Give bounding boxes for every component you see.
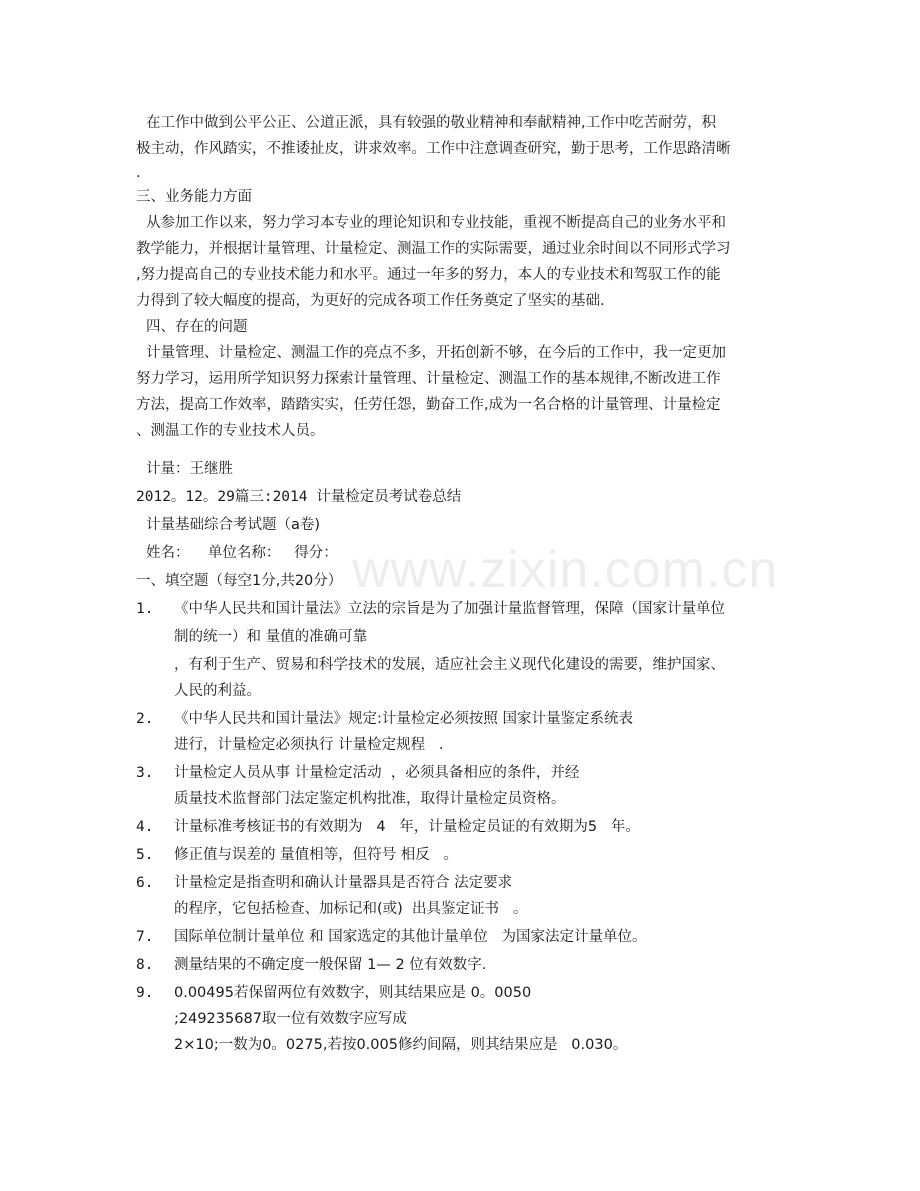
question-line: 计量标准考核证书的有效期为 4 年，计量检定员证的有效期为5 年。: [174, 819, 640, 835]
question-number: 4.: [136, 819, 154, 835]
question-line: 进行，计量检定必须执行 计量检定规程 .: [174, 737, 444, 753]
section-heading: 四、存在的问题: [146, 319, 248, 335]
question-line: 计量检定人员从事 计量检定活动 ，必须具备相应的条件，并经: [174, 765, 580, 781]
paragraph-line: 从参加工作以来，努力学习本专业的理论知识和专业技能，重视不断提高自己的业务水平和: [146, 215, 726, 231]
question-line: 《中华人民共和国计量法》立法的宗旨是为了加强计量监督管理，保障（国家计量单位: [174, 601, 725, 617]
question-line: 测量结果的不确定度一般保留 1— 2 位有效数字.: [174, 957, 487, 973]
question-line: ;249235687取一位有效数字应写成: [174, 1011, 407, 1027]
question-line: 制的统一）和 量值的准确可靠: [174, 629, 368, 645]
question-line: 计量检定是指查明和确认计量器具是否符合 法定要求: [174, 875, 513, 891]
paragraph-line: 努力学习，运用所学知识努力探索计量管理、计量检定、测温工作的基本规律,不断改进工作: [136, 371, 721, 387]
paragraph-line: 在工作中做到公平公正、公道正派，具有较强的敬业精神和奉献精神,工作中吃苦耐劳，积: [146, 115, 717, 131]
date-line: 2012。12。29篇三:2014 计量检定员考试卷总结: [136, 489, 462, 505]
section-heading: 三、业务能力方面: [136, 189, 252, 205]
exam-title: 计量基础综合考试题（a卷): [146, 517, 321, 533]
question-line: 修正值与误差的 量值相等，但符号 相反 。: [174, 847, 459, 863]
paragraph-line: 力得到了较大幅度的提高，为更好的完成各项工作任务奠定了坚实的基础.: [136, 293, 605, 309]
question-line: 的程序，它包括检查、加标记和(或) 出具鉴定证书 。: [174, 901, 528, 917]
name-line: 姓名： 单位名称： 得分：: [146, 545, 338, 561]
question-number: 8.: [136, 957, 154, 973]
section-heading: 一、填空题（每空1分,共20分）: [136, 573, 343, 589]
question-number: 3.: [136, 765, 154, 781]
paragraph-line: 、测温工作的专业技术人员。: [136, 423, 325, 439]
question-number: 5.: [136, 847, 154, 863]
question-number: 9.: [136, 985, 154, 1001]
question-line: 国际单位制计量单位 和 国家选定的其他计量单位 为国家法定计量单位。: [174, 929, 647, 945]
paragraph-line: ,努力提高自己的专业技术能力和水平。通过一年多的努力，本人的专业技术和驾驭工作的能: [136, 267, 721, 283]
question-number: 1.: [136, 601, 154, 617]
question-line: 《中华人民共和国计量法》规定:计量检定必须按照 国家计量鉴定系统表: [174, 711, 633, 727]
question-number: 2.: [136, 711, 154, 727]
question-line: 0.00495若保留两位有效数字，则其结果应是 0。0050: [174, 985, 532, 1001]
paragraph-line: 计量管理、计量检定、测温工作的亮点不多，开拓创新不够，在今后的工作中，我一定更加: [146, 345, 726, 361]
paragraph-line: .: [136, 165, 141, 181]
question-line: ，有利于生产、贸易和科学技术的发展，适应社会主义现代化建设的需要，维护国家、: [174, 657, 725, 673]
question-number: 7.: [136, 929, 154, 945]
question-number: 6.: [136, 875, 154, 891]
question-line: 人民的利益。: [174, 683, 261, 699]
question-line: 2×10;一数为0。0275,若按0.005修约间隔，则其结果应是 0.030。: [174, 1037, 628, 1053]
paragraph-line: 教学能力，并根据计量管理、计量检定、测温工作的实际需要，通过业余时间以不同形式学习: [136, 241, 731, 257]
watermark: www.zixin.com.cn: [352, 541, 779, 599]
paragraph-line: 方法，提高工作效率，踏踏实实，任劳任怨，勤奋工作,成为一名合格的计量管理、计量检定: [136, 397, 721, 413]
paragraph-line: 极主动，作风踏实，不推诿扯皮，讲求效率。工作中注意调查研究，勤于思考，工作思路清晰: [136, 141, 731, 157]
signature-line: 计量：王继胜: [146, 461, 233, 477]
question-line: 质量技术监督部门法定鉴定机构批准，取得计量检定员资格。: [174, 791, 566, 807]
